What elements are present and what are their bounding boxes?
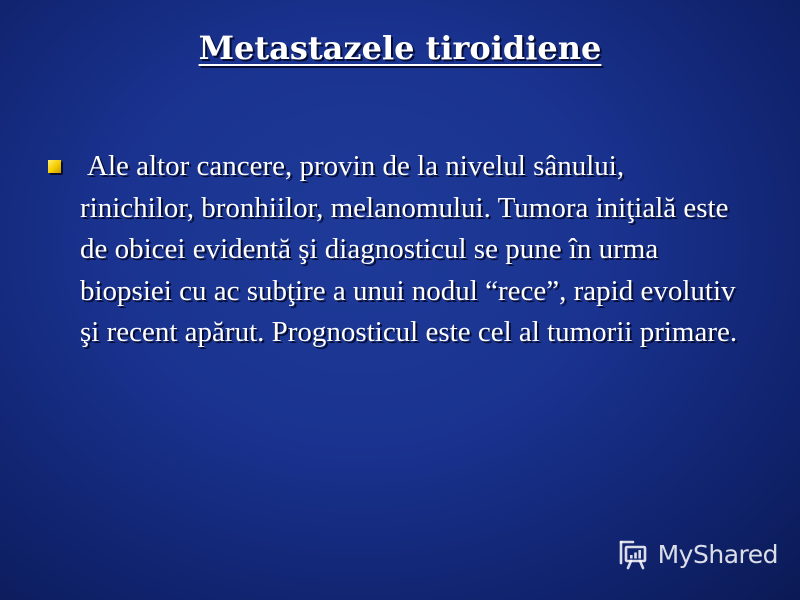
- square-bullet-icon: [48, 160, 61, 173]
- slide-title: Metastazele tiroidiene: [198, 29, 602, 67]
- myshared-logo-icon: [616, 537, 650, 571]
- bullet-list: [44, 146, 744, 354]
- myshared-watermark: [616, 536, 778, 572]
- list-item: [44, 146, 744, 354]
- watermark-text: MyShared: [657, 539, 778, 569]
- bullet-text: Ale altor cancere, provin de la nivelul sânului, rinichilor, bronhiilor, melanomului. Tumora iniţială este de obicei evidentă şi diagnosticul se pune în urma biopsiei cu ac subţire a unui nodul “rece”, rapid evolutiv şi recent apărut. Prognosticul este cel al tumorii primare.: [80, 150, 738, 348]
